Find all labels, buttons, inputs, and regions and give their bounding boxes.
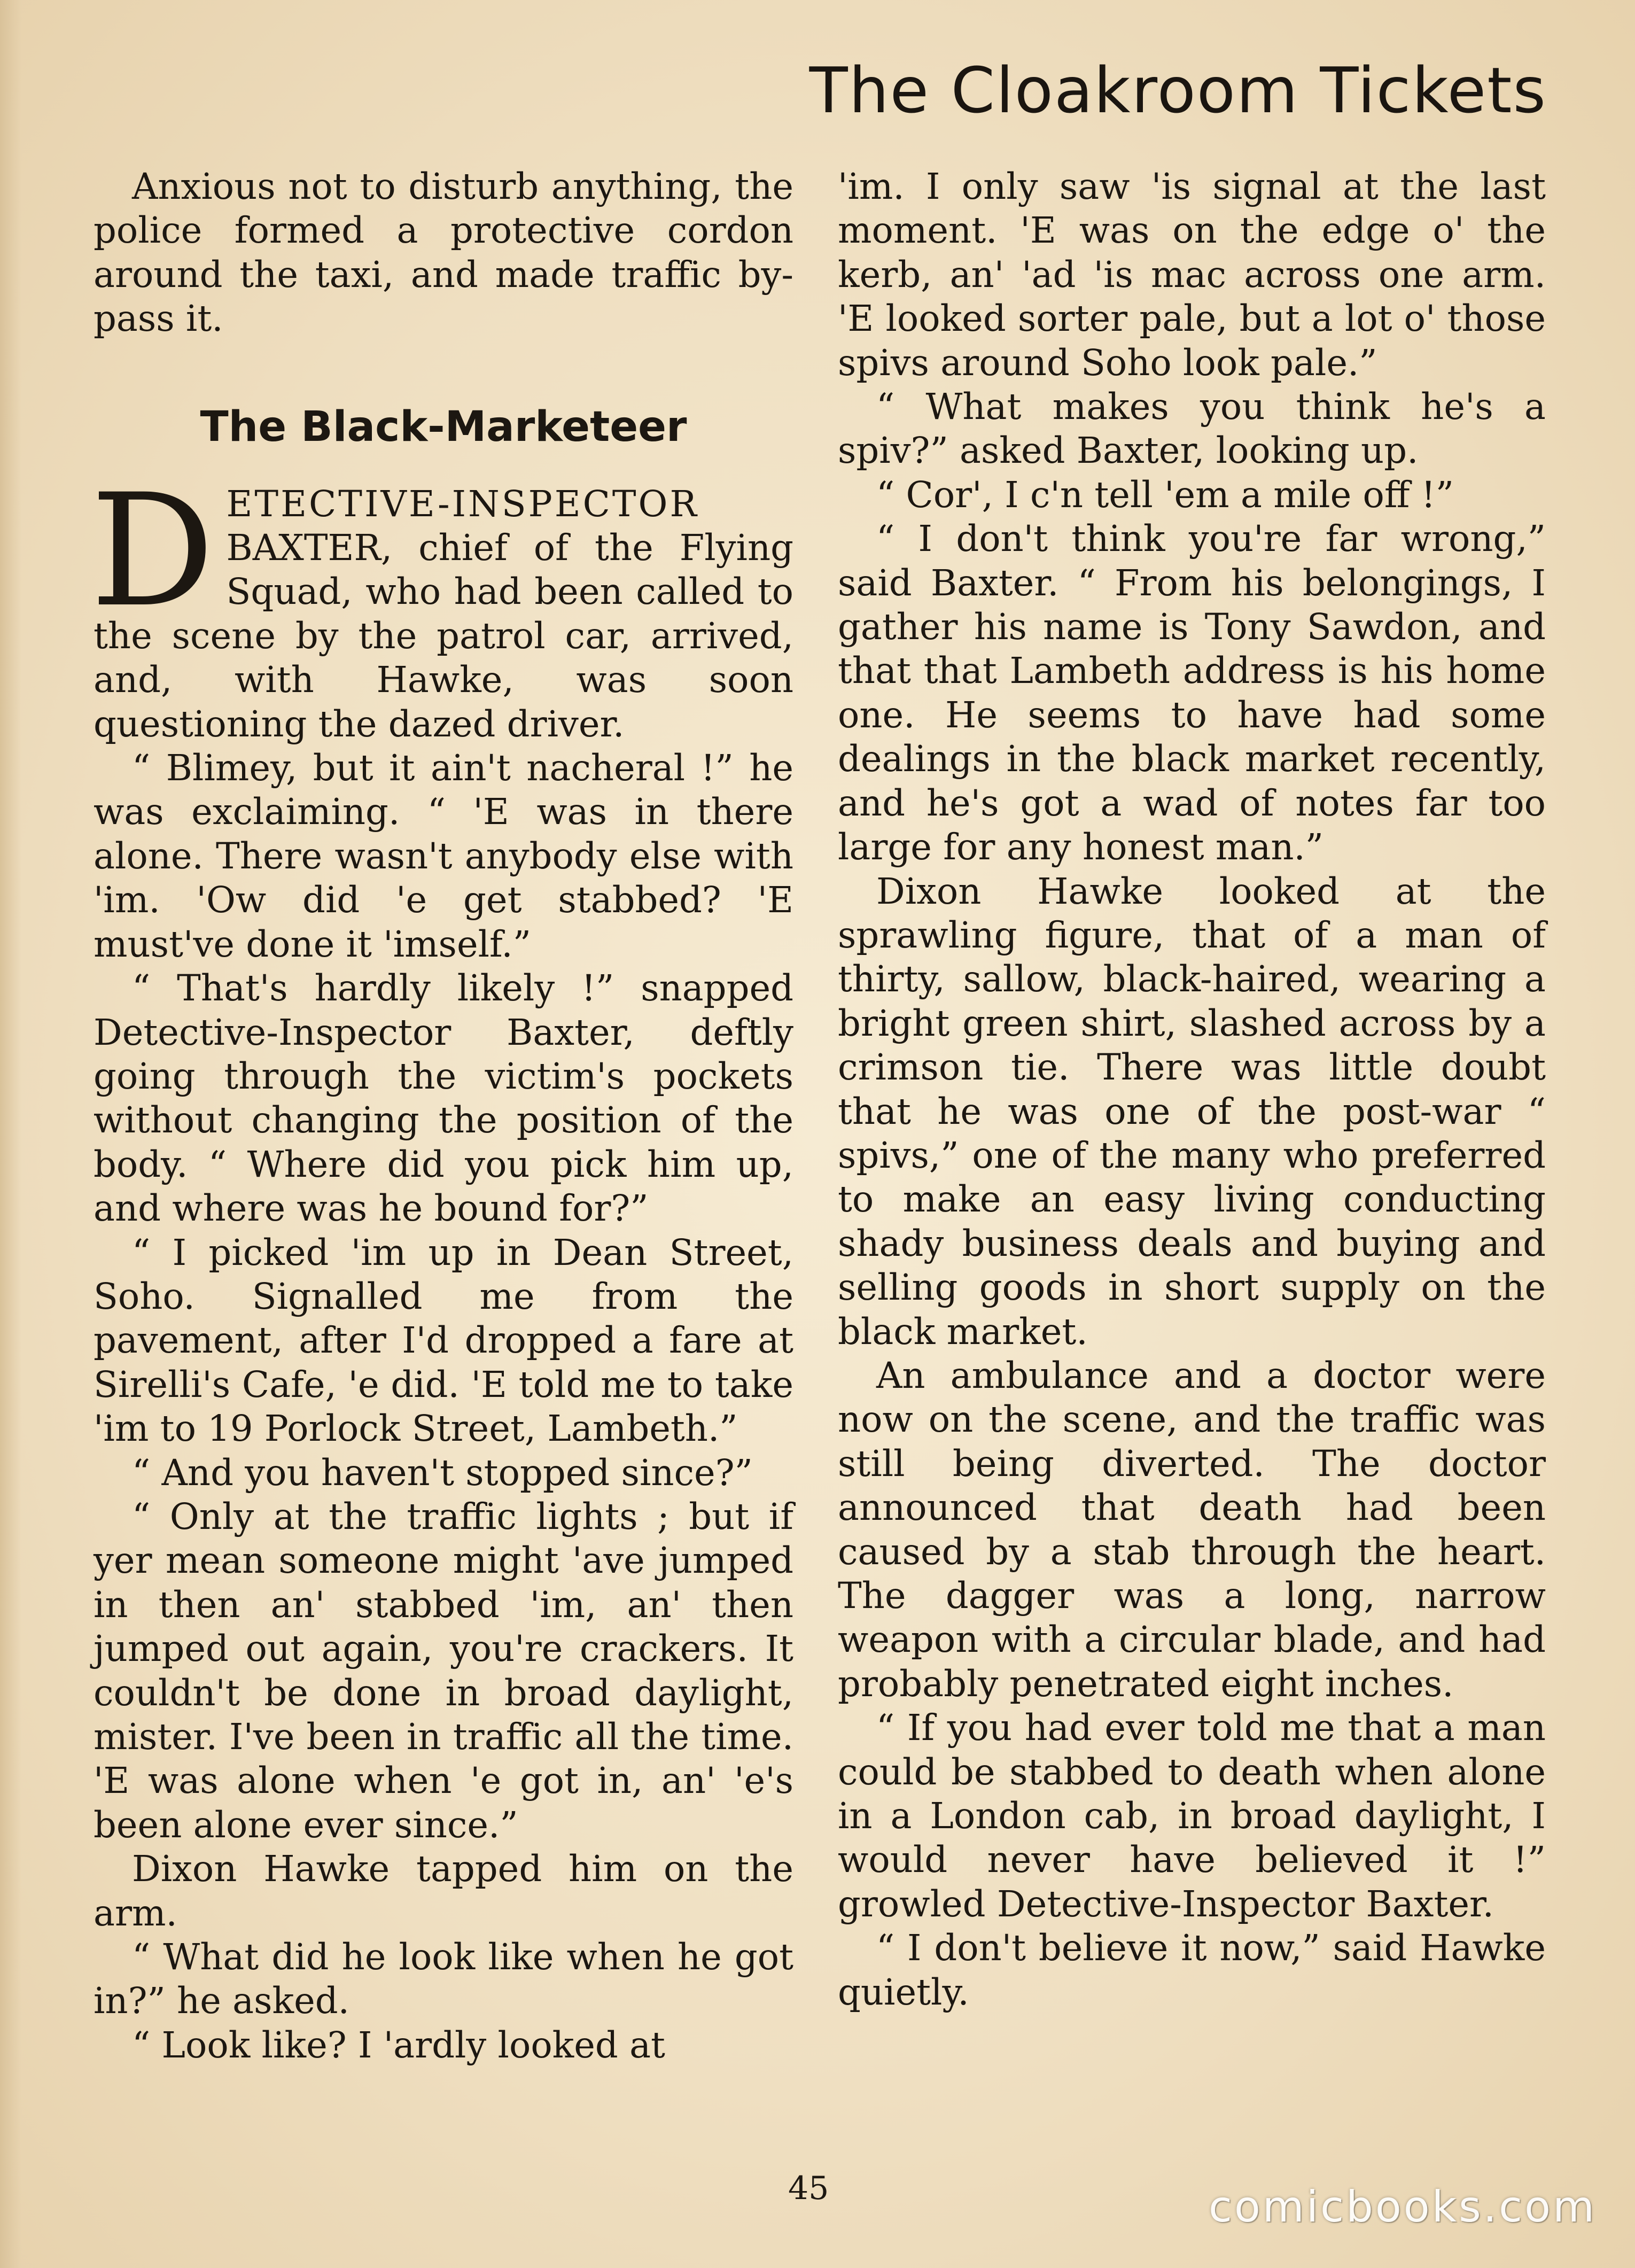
paragraph: “ Cor', I c'n tell 'em a mile off !”: [876, 473, 1454, 516]
paragraph: “ Blimey, but it ain't nacheral !” he was exclaiming. “ 'E was in there alone. There wasn't anybody else with 'im. 'Ow did 'e get stabbed? 'E must've done it 'imself.”: [94, 747, 793, 965]
section-heading: The Black-Marketeer: [200, 402, 687, 451]
page-edge-shadow: [0, 0, 21, 2268]
paragraph: “ That's hardly likely !” snapped Detective-Inspector Baxter, deftly going through the victim's pockets without changing the position of the body. “ Where did you pick him up, and where was he bound for?”: [94, 967, 793, 1230]
paragraph: “ Look like? I 'ardly looked at: [132, 2024, 665, 2066]
left-column: [90, 165, 793, 2067]
paragraph: “ I picked 'im up in Dean Street, Soho. Signalled me from the pavement, after I'd dropped a fare at Sirelli's Cafe, 'e did. 'E told me to take 'im to 19 Porlock Street, Lambeth.”: [94, 1231, 793, 1450]
paragraph: “ What makes you think he's a spiv?” asked Baxter, looking up.: [838, 386, 1546, 472]
paragraph: 'im. I only saw 'is signal at the last moment. 'E was on the edge o' the kerb, an' 'ad 'is mac across one arm. 'E looked sorter pale, but a lot o' those spivs around Soho look pale.”: [838, 166, 1546, 384]
page-number: 45: [788, 2170, 829, 2207]
paragraph: “ I don't think you're far wrong,” said Baxter. “ From his belongings, I gather his name is Tony Sawdon, and that that Lambeth address is his home one. He seems to have had some dealings in the black market recently, and he's got a wad of notes far too large for any honest man.”: [838, 518, 1546, 868]
paragraph: “ If you had ever told me that a man could be stabbed to death when alone in a London cab, in broad daylight, I would never have believed it !” growled Detective-Inspector Baxter.: [838, 1707, 1546, 1925]
paragraph: Dixon Hawke tapped him on the arm.: [94, 1848, 793, 1934]
paragraph: “ I don't believe it now,” said Hawke quietly.: [838, 1927, 1546, 2013]
paragraph: “ What did he look like when he got in?” he asked.: [94, 1936, 793, 2022]
right-column: [838, 165, 1546, 2014]
drop-cap: D: [90, 461, 215, 641]
paragraph: “ And you haven't stopped since?”: [132, 1451, 753, 1494]
opening-paragraph: [90, 461, 793, 746]
drop-cap-continuation: ETECTIVE-INSPECTOR: [226, 483, 699, 525]
page-title: The Cloakroom Tickets: [809, 53, 1547, 127]
paragraph: “ Only at the traffic lights ; but if yer mean someone might 'ave jumped in then an' stabbed 'im, an' then jumped out again, you're crackers. It couldn't be done in broad daylight, mister. I've been in traffic all the time. 'E was alone when 'e got in, an' 'e's been alone ever since.”: [94, 1495, 793, 1846]
opening-paragraph-text: BAXTER, chief of the Flying Squad, who had been called to the scene by the patrol car, arrived, and, with Hawke, was soon questioning the dazed driver.: [94, 527, 793, 745]
watermark: comicbooks.com: [1209, 2182, 1597, 2232]
paragraph: Anxious not to disturb anything, the police formed a protective cordon around the taxi, and made traffic by-pass it.: [94, 166, 793, 340]
paragraph: An ambulance and a doctor were now on the scene, and the traffic was still being diverted. The doctor announced that death had been caused by a stab through the heart. The dagger was a long, narrow weapon with a circular blade, and had probably penetrated eight inches.: [838, 1354, 1546, 1705]
paragraph: Dixon Hawke looked at the sprawling figure, that of a man of thirty, sallow, black-haired, wearing a bright green shirt, slashed across by a crimson tie. There was little doubt that he was one of the post-war “ spivs,” one of the many who preferred to make an easy living conducting shady business deals and buying and selling goods in short supply on the black market.: [838, 870, 1546, 1353]
